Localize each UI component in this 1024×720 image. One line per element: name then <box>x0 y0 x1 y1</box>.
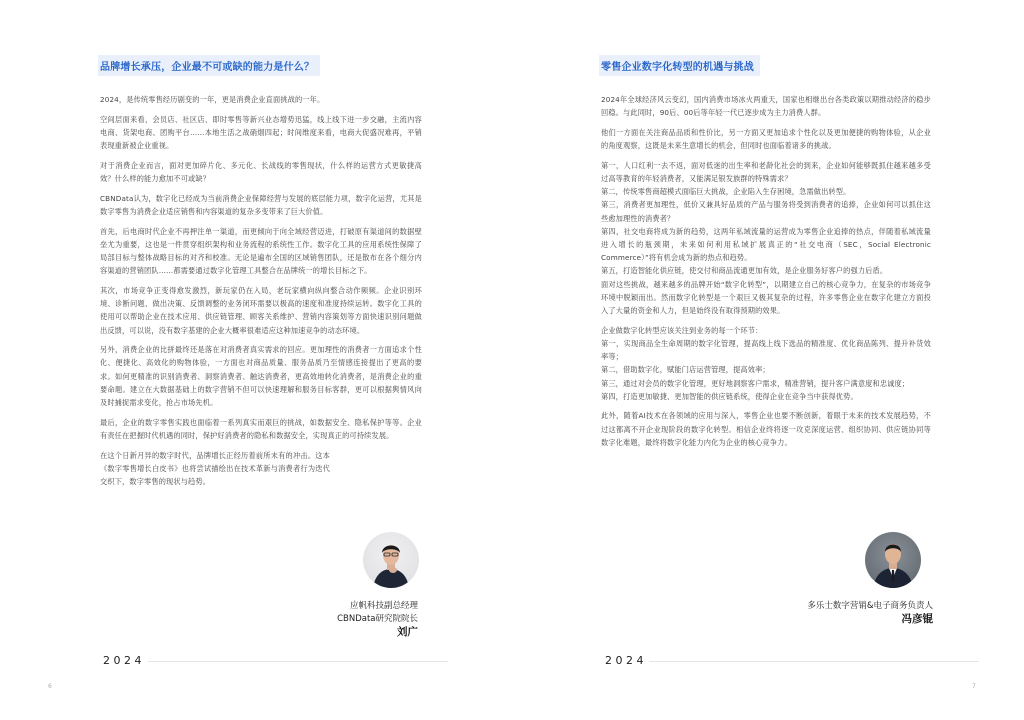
right-body <box>601 93 931 449</box>
footer-year: 2024 <box>103 654 145 667</box>
page-number: 7 <box>972 683 976 690</box>
right-page <box>512 0 1024 720</box>
focus-item: 第三，通过对会员的数字化管理，更好地洞察客户需求，精准营销，提升客户满意度和忠诚度； <box>601 378 910 388</box>
left-signature <box>337 600 418 639</box>
paragraph: 最后，企业的数字零售实践也面临着一系列真实而艰巨的挑战，如数据安全、隐私保护等等。企业有责任在把握时代机遇的同时，保护好消费者的隐私和数据安全，实现真正的可持续发展。 <box>100 417 422 440</box>
challenge-item: 第三，消费者更加理性，低价又兼具好品质的产品与服务将受到消费者的追捧，企业如何可以抓住这些愈加理性的消费者？ <box>601 200 931 223</box>
footer-divider <box>148 661 448 662</box>
right-article <box>601 55 931 456</box>
challenge-summary: 面对这些挑战，越来越多的品牌开始“数字化转型”，以期建立自己的核心竞争力，在复杂的市场竞争环境中脱颖而出。然而数字化转型是一个艰巨又极其复杂的过程，许多零售企业在数字化建立方面投入了大量的资金和人力，但是始终没有取得预期的效果。 <box>601 279 931 316</box>
author-name: 刘广 <box>397 626 418 638</box>
paragraph: 空间层面来看，会员店、社区店、即时零售等新兴业态增势迅猛，线上线下进一步交融，主流内容电商、货架电商、团购平台……本地生活之战硝烟四起；时间维度来看，电商大促盛况难再，平销表现重新被企业重视。 <box>100 114 422 151</box>
left-heading: 品牌增长承压，企业最不可或缺的能力是什么？ <box>98 55 320 76</box>
author-title: 应帆科技副总经理 <box>349 601 418 611</box>
footer-year: 2024 <box>605 654 647 667</box>
closing-paragraph: 在这个日新月异的数字时代，品牌增长正经历着前所未有的冲击。这本《数字零售增长白皮书》也将尝试描绘出在技术革新与消费者行为迭代交织下，数字零售的现状与趋势。 <box>100 450 330 487</box>
right-signature <box>807 600 933 626</box>
person-portrait-icon <box>363 532 419 588</box>
author-title: CBNData研究院院长 <box>337 614 418 624</box>
paragraph: CBNData认为，数字化已经成为当前消费企业保障经营与发展的底层能力项，数字化运营，尤其是数字零售为消费企业适应销售和内容渠道的复杂多变带来了巨大价值。 <box>100 193 422 216</box>
paragraph: 首先，后电商时代企业不再押注单一渠道，而更倾向于向全域经营迈进，打破原有渠道间的数据壁垒尤为重要，这也是一件贯穿组织架构和业务流程的系统性工作。数字化工具的应用系统性保障了局部目标与整体战略目标的对齐和校准。无论是遍布全国的区域销售团队，还是散布在各个细分内容渠道的营销团队……都需要通过数字化管理工具整合在品牌统一的增长目标之下。 <box>100 226 422 276</box>
author-photo-feng-yankun <box>865 532 921 588</box>
challenge-item: 第五，打造智能化供应链，使交付和商品流通更加有效，是企业服务好客户的强力后盾。 <box>601 266 888 276</box>
footer-divider <box>649 661 979 662</box>
focus-item: 第四，打造更加敏捷、更加智能的供应链系统，使得企业在竞争当中获得优势。 <box>601 391 858 401</box>
author-photo-liu-guang <box>363 532 419 588</box>
left-body <box>100 93 422 488</box>
paragraph: 2024，是传统零售经历剧变的一年，更是消费企业直面挑战的一年。 <box>100 95 325 104</box>
challenge-item: 第二，传统零售商超模式面临巨大挑战，企业陷入生存困境，急需做出转型。 <box>601 187 851 197</box>
challenge-item: 第一，人口红利一去不返，面对低迷的出生率和老龄化社会的到来，企业如何能够既抓住越来越多受过高等教育的年轻消费者，又能满足银发族群的特殊需求？ <box>601 160 931 184</box>
page-number: 6 <box>48 683 52 690</box>
paragraph: 另外，消费企业的比拼最终还是落在对消费者真实需求的回应。更加理性的消费者一方面追求个性化、便捷化、高效化的购物体验，一方面也对商品质量、服务品质乃至情感连接提出了更高的要求。如何更精准的识别消费者、洞察消费者、触达消费者，更高效地转化消费者，是消费企业的重要命题。建立在大数据基础上的数字营销不但可以快速理解和服务目标客群，更可以根据舆情风向及时捕捉需求变化，抢占市场先机。 <box>100 345 422 408</box>
paragraph: 对于消费企业而言，面对更加碎片化、多元化、长战线的零售现状，什么样的运营方式更敏捷高效？什么样的能力愈加不可或缺？ <box>100 160 422 184</box>
paragraph: 其次，市场竞争正变得愈发激烈，新玩家仍在入局，老玩家横向纵向整合动作频频。企业识别环境、诊断问题、做出决策、反馈调整的业务闭环需要以极高的速度和准度持续运转。数字化工具的使用可以帮助企业在技术应用、供应链管理、顾客关系维护、营销内容策划等方面快速识别问题做出反馈，可以说，没有数字基建的企业大概率很难适应这种加速竞争的动态环境。 <box>100 285 422 335</box>
left-article <box>100 55 422 495</box>
closing-paragraph: 此外，随着AI技术在各领域的应用与深入，零售企业也要不断创新，着眼于未来的技术发展趋势，不过这都离不开企业现阶段的数字化转型。相信企业终将逐一攻克深度运营、组织协同、供应链协同等数字化难题，最终将数字化能力内化为企业的核心竞争力。 <box>601 411 931 447</box>
challenge-item: 第四，社交电商将成为新的趋势，这两年私域流量的运营成为零售企业追捧的热点，伴随着私域流量进入增长的瓶颈期，未来如何利用私域扩展真正的“社交电商（SEC，Social Electronic Commerce）”将有机会成为新的热点和趋势。 <box>601 226 931 263</box>
paragraph: 他们一方面在关注商品品质和性价比，另一方面又更加追求个性化以及更加便捷的购物体验，从企业的角度观察，这既是未来生意增长的机会，但同时也面临着诸多的挑战。 <box>601 127 931 151</box>
author-name: 冯彦锟 <box>901 613 933 625</box>
focus-item: 第一，实现商品全生命周期的数字化管理，提高线上线下选品的精准度、优化商品陈列、提升补货效率等； <box>601 338 931 362</box>
paragraph: 2024年全球经济风云变幻，国内消费市场冰火两重天，国家也相继出台各类政策以期推动经济的稳步回稳。与此同时，90后、00后等年轻一代已逐步成为主力消费人群。 <box>601 95 931 118</box>
person-portrait-icon <box>865 532 921 588</box>
focus-item: 第二，借助数字化，赋能门店运营管理，提高效率； <box>601 365 770 375</box>
right-heading: 零售企业数字化转型的机遇与挑战 <box>599 55 760 76</box>
focus-intro: 企业做数字化转型应该关注到业务的每一个环节： <box>601 325 763 335</box>
author-title: 多乐士数字营销&电子商务负责人 <box>807 601 933 611</box>
